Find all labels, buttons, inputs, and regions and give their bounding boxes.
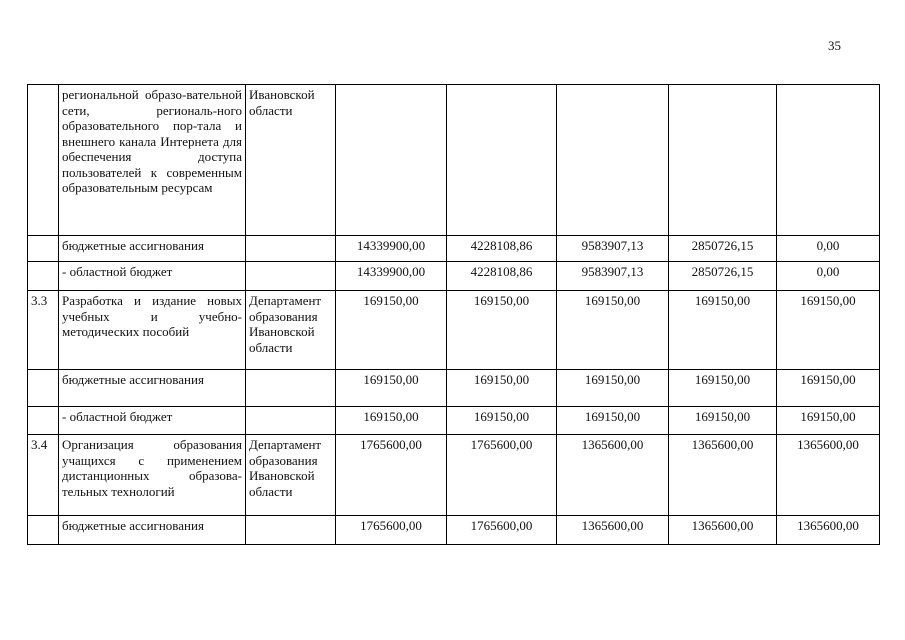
row-value-5: 1365600,00	[777, 516, 880, 545]
row-value-4: 1365600,00	[669, 435, 777, 516]
row-value-2: 1765600,00	[447, 516, 557, 545]
row-description: Разработка и издание новых учебных и учебно-методических пособий	[59, 291, 246, 370]
row-description: Организация образования учащихся с применением дистанционных образова-тельных технологий	[59, 435, 246, 516]
row-value-1: 169150,00	[336, 370, 447, 407]
row-value-5: 0,00	[777, 262, 880, 291]
row-value-1	[336, 85, 447, 236]
row-value-4: 169150,00	[669, 370, 777, 407]
row-index: 3.3	[28, 291, 59, 370]
row-value-2: 1765600,00	[447, 435, 557, 516]
row-executor	[246, 407, 336, 435]
row-value-3: 1365600,00	[557, 435, 669, 516]
table-row	[28, 236, 880, 262]
row-executor	[246, 516, 336, 545]
row-description: - областной бюджет	[59, 407, 246, 435]
row-value-1: 14339900,00	[336, 262, 447, 291]
row-value-1: 169150,00	[336, 407, 447, 435]
row-value-3: 169150,00	[557, 370, 669, 407]
row-executor	[246, 262, 336, 291]
budget-table	[27, 84, 880, 545]
row-executor: Департамент образования Ивановской области	[246, 435, 336, 516]
row-index	[28, 262, 59, 291]
row-value-4: 1365600,00	[669, 516, 777, 545]
row-value-2: 4228108,86	[447, 236, 557, 262]
row-value-3: 1365600,00	[557, 516, 669, 545]
row-value-2: 4228108,86	[447, 262, 557, 291]
table-row	[28, 407, 880, 435]
row-value-4: 2850726,15	[669, 262, 777, 291]
row-index	[28, 407, 59, 435]
row-value-5: 169150,00	[777, 407, 880, 435]
table-row	[28, 291, 880, 370]
table-row	[28, 370, 880, 407]
row-value-2: 169150,00	[447, 291, 557, 370]
row-value-2: 169150,00	[447, 370, 557, 407]
row-executor: Департамент образования Ивановской области	[246, 291, 336, 370]
row-index: 3.4	[28, 435, 59, 516]
row-description: - областной бюджет	[59, 262, 246, 291]
row-value-3	[557, 85, 669, 236]
row-value-3: 169150,00	[557, 407, 669, 435]
page-number: 35	[828, 38, 841, 53]
row-index	[28, 370, 59, 407]
row-index	[28, 516, 59, 545]
row-value-1: 14339900,00	[336, 236, 447, 262]
table-row	[28, 262, 880, 291]
row-value-4: 2850726,15	[669, 236, 777, 262]
row-executor: Ивановской области	[246, 85, 336, 236]
row-value-5	[777, 85, 880, 236]
row-value-1: 1765600,00	[336, 435, 447, 516]
row-value-5: 0,00	[777, 236, 880, 262]
table-row	[28, 85, 880, 236]
row-value-1: 1765600,00	[336, 516, 447, 545]
row-executor	[246, 370, 336, 407]
row-description: бюджетные ассигнования	[59, 516, 246, 545]
row-description: региональной образо-вательной сети, региональ-ного образовательного пор-тала и внешнего канала Интернета для обеспечения доступа пользователей к современным образовательным ресурсам	[59, 85, 246, 236]
row-value-5: 169150,00	[777, 291, 880, 370]
row-value-4: 169150,00	[669, 291, 777, 370]
table-row	[28, 435, 880, 516]
row-value-3: 9583907,13	[557, 262, 669, 291]
row-value-1: 169150,00	[336, 291, 447, 370]
row-description: бюджетные ассигнования	[59, 236, 246, 262]
row-value-3: 169150,00	[557, 291, 669, 370]
row-value-4: 169150,00	[669, 407, 777, 435]
row-value-5: 169150,00	[777, 370, 880, 407]
row-value-2: 169150,00	[447, 407, 557, 435]
row-value-3: 9583907,13	[557, 236, 669, 262]
row-value-2	[447, 85, 557, 236]
row-index	[28, 236, 59, 262]
row-description: бюджетные ассигнования	[59, 370, 246, 407]
row-value-4	[669, 85, 777, 236]
row-executor	[246, 236, 336, 262]
table-row	[28, 516, 880, 545]
row-index	[28, 85, 59, 236]
row-value-5: 1365600,00	[777, 435, 880, 516]
